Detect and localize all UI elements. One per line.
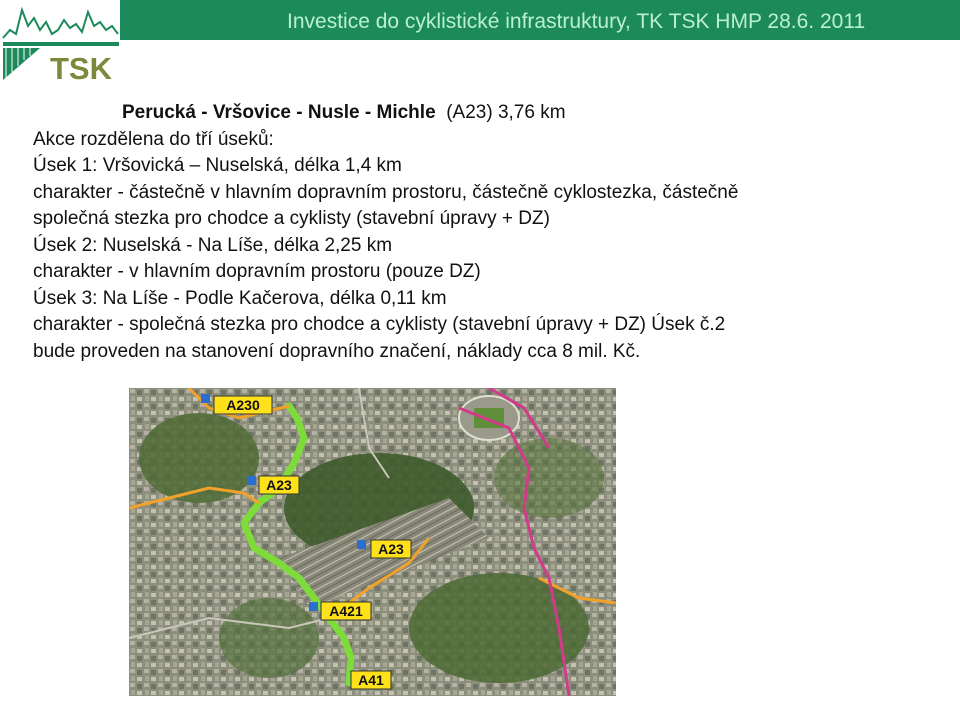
slide-body — [33, 100, 933, 365]
route-label-a230 — [214, 396, 272, 414]
section-1-character: charakter - částečně v hlavním dopravním prostoru, částečně cyklostezka, částečně — [33, 181, 739, 203]
svg-text:A23: A23 — [378, 541, 404, 557]
route-label-a23-north — [259, 476, 299, 494]
route-map — [129, 388, 616, 696]
section-2-title: Úsek 2: Nuselská - Na Líše, délka 2,25 km — [33, 234, 393, 256]
route-name: Perucká - Vršovice - Nusle - Michle — [122, 102, 436, 123]
section-2-character: charakter - v hlavním dopravním prostoru (pouze DZ) — [33, 261, 481, 282]
intro-line: Akce rozdělena do tří úseků: — [33, 128, 274, 150]
presentation-title: Investice do cyklistické infrastruktury, TK TSK HMP 28.6. 2011 — [287, 10, 866, 33]
slide-heading — [33, 100, 933, 127]
logo-text: TSK — [50, 51, 112, 82]
cost-note: bude proveden na stanovení dopravního značení, náklady cca 8 mil. Kč. — [33, 340, 641, 362]
route-label-a41 — [351, 671, 391, 689]
tsk-logo — [0, 0, 120, 82]
section-3-character: charakter - společná stezka pro chodce a cyklisty (stavební úpravy + DZ) Úsek č.2 — [33, 314, 726, 335]
section-1-character-cont: společná stezka pro chodce a cyklisty (stavební úpravy + DZ) — [33, 208, 550, 229]
section-3-title: Úsek 3: Na Líše - Podle Kačerova, délka 0,11 km — [33, 287, 447, 309]
section-1-title: Úsek 1: Vršovická – Nuselská, délka 1,4 km — [33, 155, 402, 176]
route-label-a421 — [321, 602, 371, 620]
route-label-a23-south — [371, 540, 411, 558]
svg-text:A421: A421 — [329, 603, 363, 619]
route-code-length: (A23) 3,76 km — [435, 102, 566, 123]
svg-text:A230: A230 — [226, 397, 260, 413]
svg-text:A41: A41 — [358, 672, 384, 688]
svg-text:A23: A23 — [266, 477, 292, 493]
